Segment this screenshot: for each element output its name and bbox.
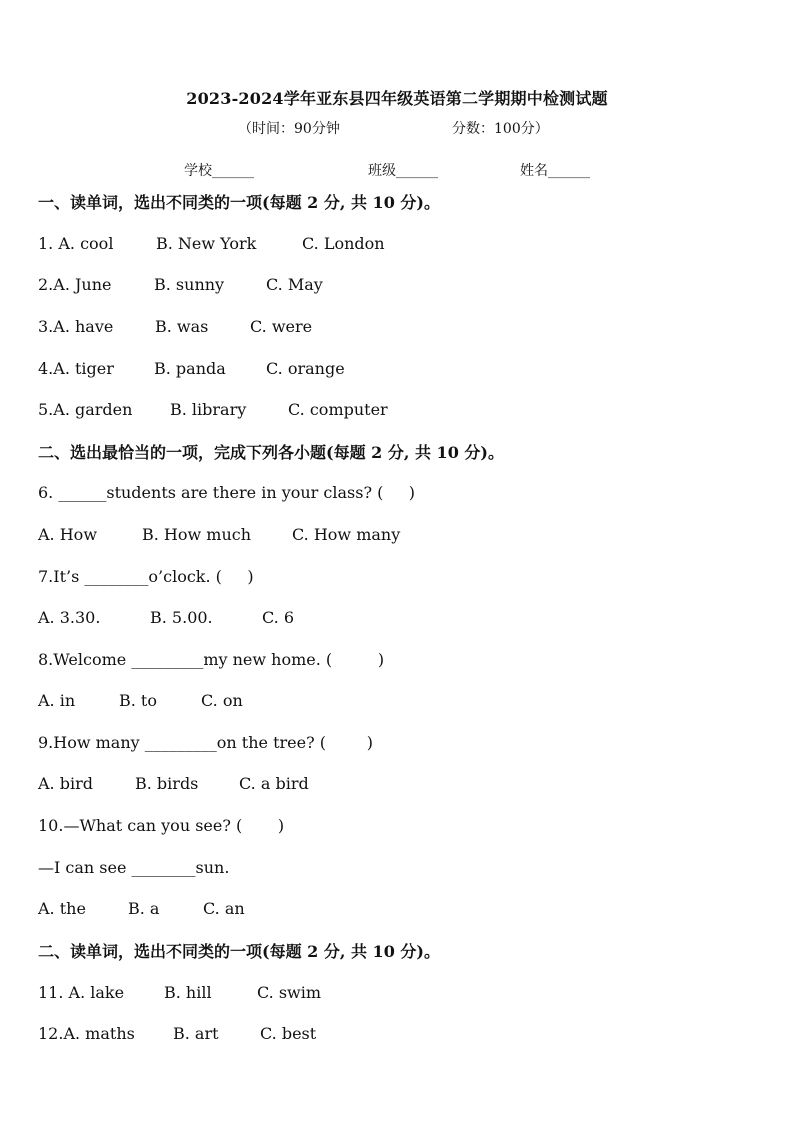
option-a: A. How — [38, 525, 98, 544]
class-label: 班级 — [368, 163, 396, 179]
reply-end: sun. — [195, 858, 230, 877]
option-a: A. bird — [38, 774, 93, 793]
section-title-3: 二、读单词，选出不同类的一项(每题 2 分, 共 10 分)。 — [38, 942, 440, 961]
question-3 — [38, 317, 113, 336]
option-c: C. computer — [288, 400, 388, 419]
section-title-2: 二、选出最恰当的一项，完成下列各小题(每题 2 分, 共 10 分)。 — [38, 443, 504, 462]
option-a: A. garden — [53, 400, 133, 419]
question-12 — [38, 1024, 135, 1043]
option-a: A. 3.30. — [38, 608, 101, 627]
question-5 — [38, 400, 132, 419]
question-9 — [38, 733, 373, 752]
option-b: B. 5.00. — [150, 608, 213, 627]
option-a: A. lake — [68, 983, 125, 1002]
option-b: B. art — [173, 1024, 219, 1043]
option-b: B. hill — [164, 983, 212, 1002]
option-a: A. cool — [58, 234, 114, 253]
option-b: B. panda — [154, 359, 226, 378]
question-number: 3. — [38, 317, 54, 336]
school-blank: ______ — [212, 163, 254, 179]
question-number: 12. — [38, 1024, 64, 1043]
question-number: 11. — [38, 983, 69, 1002]
question-10-reply — [38, 858, 229, 877]
class-blank: ______ — [396, 163, 438, 179]
option-c: C. London — [302, 234, 385, 253]
option-a: A. maths — [63, 1024, 135, 1043]
answer-blank: ______ — [58, 483, 107, 502]
class-field — [368, 160, 438, 180]
option-a: A. June — [53, 275, 112, 294]
answer-blank: ________ — [84, 567, 149, 586]
question-stem-start: 7.It’s — [38, 567, 85, 586]
question-number: 2. — [38, 275, 54, 294]
answer-blank: _________ — [144, 733, 217, 752]
option-c: C. swim — [257, 983, 322, 1002]
option-a: A. the — [38, 899, 86, 918]
question-10: 10.—What can you see? ( ) — [38, 816, 285, 835]
exam-title: 2023-2024学年亚东县四年级英语第二学期期中检测试题 — [186, 89, 608, 108]
exam-score: 分数：100分） — [452, 121, 549, 137]
option-c: C. were — [250, 317, 313, 336]
option-b: B. a — [128, 899, 160, 918]
option-a: A. tiger — [53, 359, 114, 378]
option-c: C. 6 — [262, 608, 295, 627]
option-b: B. was — [155, 317, 209, 336]
answer-blank: _________ — [131, 650, 204, 669]
answer-blank: ________ — [131, 858, 196, 877]
question-2 — [38, 275, 111, 294]
school-field — [184, 160, 254, 180]
question-stem-end: students are there in your class? ( ) — [106, 483, 416, 502]
option-b: B. birds — [135, 774, 199, 793]
option-c: C. on — [201, 691, 243, 710]
question-stem-start: 9.How many — [38, 733, 145, 752]
question-1 — [38, 234, 113, 253]
question-number: 1. — [38, 234, 59, 253]
question-11 — [38, 983, 124, 1002]
question-number: 5. — [38, 400, 54, 419]
option-b: B. library — [170, 400, 247, 419]
option-b: B. to — [119, 691, 157, 710]
option-c: C. a bird — [239, 774, 309, 793]
option-c: C. orange — [266, 359, 345, 378]
name-blank: ______ — [548, 163, 590, 179]
section-title-1: 一、读单词，选出不同类的一项(每题 2 分, 共 10 分)。 — [38, 193, 440, 212]
option-a: A. in — [38, 691, 76, 710]
name-label: 姓名 — [520, 163, 548, 179]
question-stem-start: 8.Welcome — [38, 650, 132, 669]
question-6 — [38, 483, 415, 502]
option-c: C. an — [203, 899, 245, 918]
question-4 — [38, 359, 114, 378]
option-c: C. How many — [292, 525, 401, 544]
option-c: C. May — [266, 275, 323, 294]
question-8 — [38, 650, 384, 669]
question-stem-end: o’clock. ( ) — [148, 567, 254, 586]
exam-time: （时间：90分钟 — [238, 121, 340, 137]
question-stem-end: my new home. ( ) — [203, 650, 385, 669]
option-b: B. New York — [156, 234, 257, 253]
question-stem-start: 6. — [38, 483, 59, 502]
question-7 — [38, 567, 254, 586]
option-b: B. sunny — [154, 275, 225, 294]
school-label: 学校 — [184, 163, 212, 179]
question-stem-end: on the tree? ( ) — [216, 733, 373, 752]
option-c: C. best — [260, 1024, 317, 1043]
option-b: B. How much — [142, 525, 252, 544]
reply-start: —I can see — [38, 858, 132, 877]
name-field — [520, 160, 590, 180]
question-number: 4. — [38, 359, 54, 378]
option-a: A. have — [53, 317, 114, 336]
